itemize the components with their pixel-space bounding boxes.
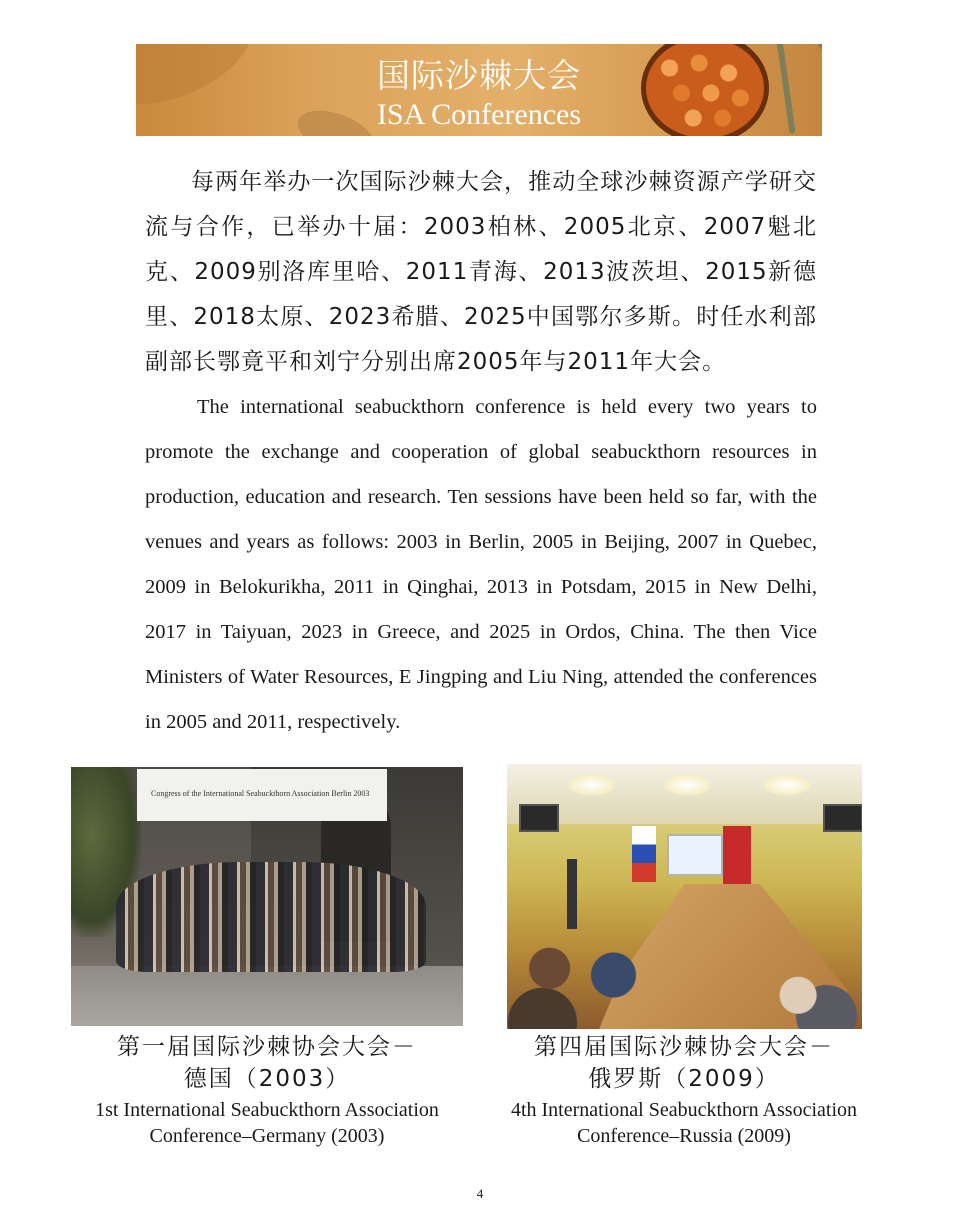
banner-title-chinese: 国际沙棘大会 [377, 56, 581, 95]
caption-chinese-line2: 德国（2003） [183, 1066, 351, 1092]
caption-english-line2: Conference–Russia (2009) [577, 1125, 791, 1147]
intro-paragraph-chinese: 每两年举办一次国际沙棘大会，推动全球沙棘资源产学研交流与合作，已举办十届：2003柏林、2005北京、2007魁北克、2009别洛库里哈、2011青海、2013波茨坦、2015新德里、2018太原、2023希腊、2025中国鄂尔多斯。时任水利部副部长鄂竟平和刘宁分别出席2005年与2011年大会。 [145, 169, 817, 375]
wall-monitor [519, 804, 559, 832]
russian-flag [632, 826, 656, 882]
caption-chinese-line1: 第四届国际沙棘协会大会－ [534, 1034, 834, 1060]
banner-title-english: ISA Conferences [376, 98, 582, 131]
conference-sign-text: Congress of the International Seabuckthorn Association Berlin 2003 [151, 789, 370, 798]
ceiling-light [567, 774, 617, 796]
caption-english-line2: Conference–Germany (2003) [149, 1125, 385, 1147]
wall-monitor [823, 804, 862, 832]
projection-screen [667, 834, 723, 876]
page-number: 4 [476, 1186, 484, 1201]
ceiling-light [762, 774, 812, 796]
berlin-2003-group-photo [71, 767, 463, 1026]
conference-attendees [507, 894, 862, 1029]
caption-english-line1: 4th International Seabuckthorn Association [510, 1099, 858, 1121]
caption-english-line1: 1st International Seabuckthorn Association [95, 1099, 439, 1121]
photo-caption-2003 [60, 1031, 474, 1149]
attendee-group [116, 862, 426, 972]
header-banner [136, 44, 822, 136]
ceiling-light [662, 774, 712, 796]
caption-chinese-line1: 第一届国际沙棘协会大会－ [117, 1034, 417, 1060]
photo-caption-2009 [478, 1031, 890, 1149]
regional-flag [723, 826, 751, 884]
pavement [71, 966, 463, 1026]
intro-paragraph-english: The international seabuckthorn conference is held every two years to promote the exchange and cooperation of global seabuckthorn resources in production, education and research. Ten sessions have been held so far, with the venues and years as follows: 2003 in Berlin, 2005 in Beijing, 2007 in Quebec, 2009 in Belokurikha, 2011 in Qinghai, 2013 in Potsdam, 2015 in New Delhi, 2017 in Taiyuan, 2023 in Greece, and 2025 in Ordos, China. The then Vice Ministers of Water Resources, E Jingping and Liu Ning, attended the conferences in 2005 and 2011, respectively. [145, 396, 817, 733]
caption-chinese-line2: 俄罗斯（2009） [588, 1066, 780, 1092]
russia-2009-meeting-photo [507, 764, 862, 1029]
